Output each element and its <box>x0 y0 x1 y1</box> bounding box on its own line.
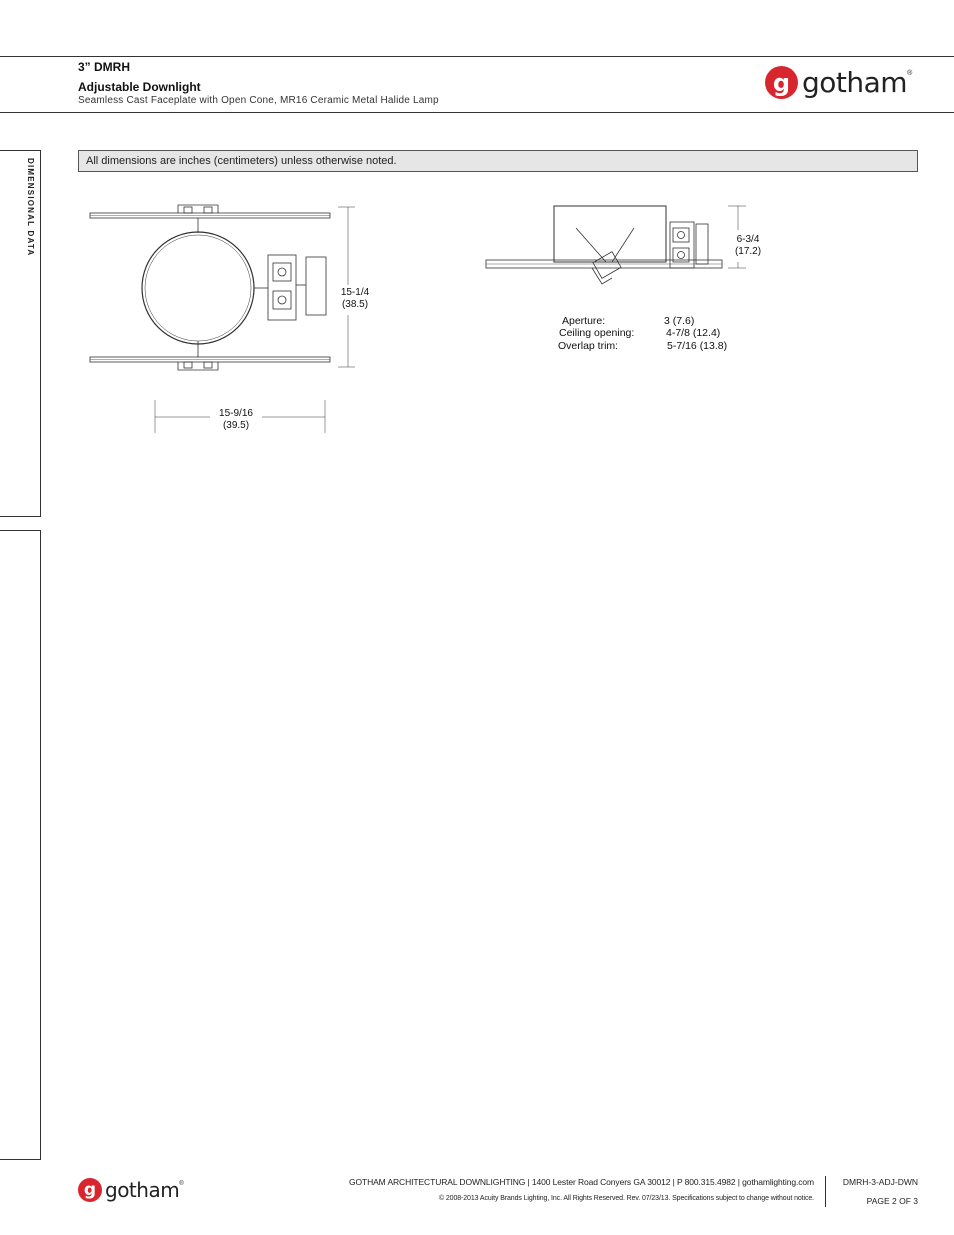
footer-logo-wordmark: gotham <box>105 1178 180 1202</box>
footer-logo <box>78 1178 184 1202</box>
plan-width-dimension <box>210 408 262 432</box>
sidebar-label: DIMENSIONAL DATA <box>26 158 35 257</box>
footer-page-number: PAGE 2 OF 3 <box>866 1196 918 1206</box>
product-description: Seamless Cast Faceplate with Open Cone, MR16 Ceramic Metal Halide Lamp <box>78 95 439 106</box>
product-subtitle: Adjustable Downlight <box>78 80 201 94</box>
dimensions-note: All dimensions are inches (centimeters) unless otherwise noted. <box>78 150 918 172</box>
header-top-rule <box>0 56 954 57</box>
plan-view-drawing <box>80 195 360 435</box>
spec-ceiling-opening-value: 4-7/8 (12.4) <box>666 327 721 339</box>
side-height-dimension <box>728 234 768 258</box>
spec-aperture-label: Aperture: <box>562 315 606 327</box>
product-title: 3” DMRH <box>78 60 131 74</box>
side-height-cm: (17.2) <box>734 246 762 257</box>
spec-aperture-value: 3 (7.6) <box>664 315 695 327</box>
plan-width-cm: (39.5) <box>222 420 250 431</box>
header-bottom-rule <box>0 112 954 113</box>
side-view-drawing <box>484 200 764 300</box>
gotham-logo-mark-icon: g <box>765 66 798 99</box>
plan-height-inches: 15-1/4 <box>340 287 370 298</box>
plan-height-cm: (38.5) <box>341 299 369 310</box>
plan-width-inches: 15-9/16 <box>219 408 253 419</box>
spec-ceiling-opening-label: Ceiling opening: <box>559 327 635 339</box>
footer-doc-code: DMRH-3-ADJ-DWN <box>842 1177 918 1187</box>
logo-wordmark: gotham <box>802 66 908 99</box>
registered-mark: ® <box>907 70 913 77</box>
spec-overlap-trim-value: 5-7/16 (13.8) <box>667 340 728 352</box>
plan-height-dimension <box>334 287 376 311</box>
footer-logo-mark-icon: g <box>78 1178 102 1202</box>
side-height-inches: 6-3/4 <box>736 234 760 245</box>
footer-registered-mark: ® <box>179 1181 184 1187</box>
spec-overlap-trim-label: Overlap trim: <box>558 340 619 352</box>
header-logo <box>765 66 912 99</box>
sidebar-tab-empty <box>0 530 41 1160</box>
footer-copyright: © 2008-2013 Acuity Brands Lighting, Inc. All Rights Reserved. Rev. 07/23/13. Specifications subject to change without notice. <box>438 1195 814 1202</box>
footer-divider <box>825 1176 826 1207</box>
footer-company-line: GOTHAM ARCHITECTURAL DOWNLIGHTING | 1400 Lester Road Conyers GA 30012 | P 800.315.4982 | gothamlighting.com <box>348 1177 814 1187</box>
